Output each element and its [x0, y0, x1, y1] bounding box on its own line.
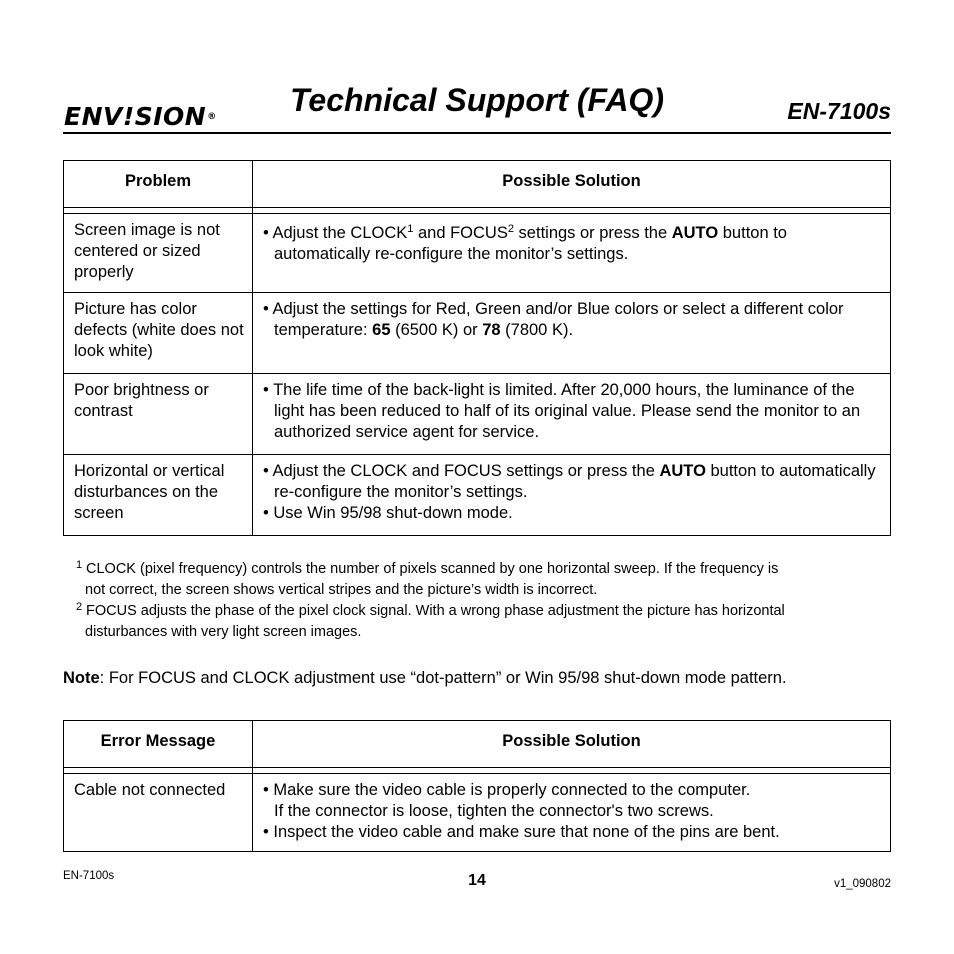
footnote-text: CLOCK (pixel frequency) controls the number of pixels scanned by one horizontal sweep. If the frequency is	[86, 561, 779, 577]
error-cell: Cable not connected	[64, 774, 253, 852]
table-row	[64, 293, 891, 374]
solution-cell	[253, 455, 891, 536]
problem-cell: Screen image is not centered or sized properly	[64, 214, 253, 293]
footnote-1	[76, 559, 866, 601]
solution-cell	[253, 774, 891, 852]
footnote-text: not correct, the screen shows vertical stripes and the picture’s width is incorrect.	[85, 582, 598, 598]
footnote-text: FOCUS adjusts the phase of the pixel clock signal. With a wrong phase adjustment the picture has horizontal	[86, 603, 785, 619]
page-title: Technical Support (FAQ)	[290, 82, 664, 118]
footnote-text: disturbances with very light screen images.	[85, 624, 362, 640]
note-label: Note	[63, 669, 100, 687]
error-table	[63, 720, 891, 852]
footnote-number: 1	[76, 559, 83, 571]
footnote-2	[76, 601, 866, 643]
table-row	[64, 774, 891, 852]
footer-version: v1_090802	[834, 878, 891, 890]
table-row	[64, 455, 891, 536]
error-column-header: Error Message	[64, 721, 253, 768]
logo-text: ENV!SION	[64, 102, 207, 131]
solution-text: If the connector is loose, tighten the connector's two screws.	[274, 802, 714, 820]
table-row	[64, 214, 891, 293]
solution-text: • Adjust the CLOCK and FOCUS settings or press the AUTO button to automatically re-configure the monitor’s settings.	[263, 462, 876, 501]
solution-text: • Inspect the video cable and make sure that none of the pins are bent.	[263, 823, 780, 841]
solution-text: • The life time of the back-light is limited. After 20,000 hours, the luminance of the light has been reduced to half of its original value. Please send the monitor to an authorized service agent for service.	[263, 381, 861, 441]
footnote-ref-1: 1	[407, 223, 414, 235]
solution-text: • Make sure the video cable is properly connected to the computer.	[263, 781, 751, 799]
logo-registered-mark: ®	[207, 112, 217, 122]
footer-model: EN-7100s	[63, 870, 115, 882]
solution-cell	[253, 293, 891, 374]
solution-text: • Adjust the settings for Red, Green and/or Blue colors or select a different color temperature: 65 (6500 K) or 78 (7800 K).	[263, 300, 844, 339]
solution-column-header: Possible Solution	[253, 161, 891, 208]
note-text: : For FOCUS and CLOCK adjustment use “dot-pattern” or Win 95/98 shut-down mode pattern.	[99, 669, 787, 687]
solution-text: • Adjust the CLOCK$^1$ and FOCUS$^2$ settings or press the AUTO button to automatically re-configure the monitor’s settings.	[263, 223, 787, 263]
solution-cell	[253, 214, 891, 293]
header-divider	[63, 132, 891, 134]
error-header-row	[64, 721, 891, 768]
note	[63, 667, 787, 689]
solution-cell	[253, 374, 891, 455]
solution-text: • Use Win 95/98 shut-down mode.	[263, 504, 513, 522]
problem-cell: Picture has color defects (white does not look white)	[64, 293, 253, 374]
faq-header-row	[64, 161, 891, 208]
solution-column-header: Possible Solution	[253, 721, 891, 768]
problem-column-header: Problem	[64, 161, 253, 208]
problem-cell: Horizontal or vertical disturbances on the screen	[64, 455, 253, 536]
problem-cell: Poor brightness or contrast	[64, 374, 253, 455]
faq-table	[63, 160, 891, 536]
table-row	[64, 374, 891, 455]
page-number: 14	[468, 872, 486, 889]
footnote-ref-2: 2	[507, 223, 514, 235]
model-name: EN-7100s	[787, 98, 891, 124]
footnote-number: 2	[76, 601, 83, 613]
